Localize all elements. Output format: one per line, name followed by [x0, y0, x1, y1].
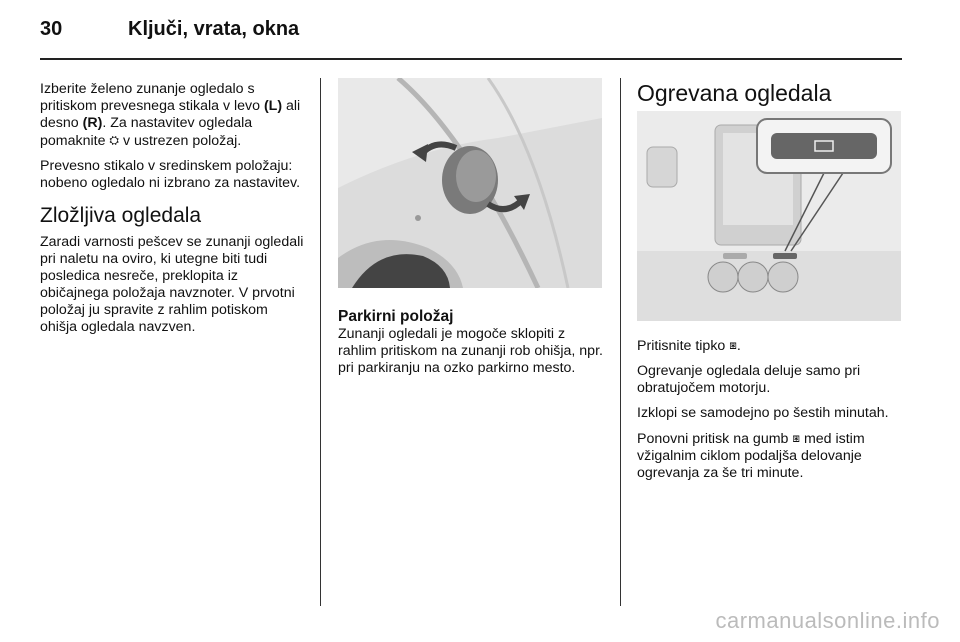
page-number: 30	[40, 18, 63, 40]
heated-mirror-icon: ⧆	[792, 431, 800, 445]
heading-heated-mirrors: Ogrevana ogledala	[637, 80, 832, 106]
watermark: carmanualsonline.info	[715, 608, 940, 633]
paragraph-auto-off: Izklopi se samodejno po šestih minutah.	[637, 405, 889, 421]
mirror-adjust-icon: ⛭	[109, 133, 120, 147]
column-divider-2	[620, 78, 621, 606]
mirror-folding-illustration	[338, 78, 602, 288]
paragraph-mirror-select: Izberite želeno zunanje ogledalo s pritiskom prevesnega stikala v levo (L) ali desno (R). Za nastavitev ogledala pomaknite ⛭ v ustrezen položaj.	[40, 81, 301, 149]
header-rule	[40, 58, 902, 60]
heading-parking-position: Parkirni položaj	[338, 308, 454, 325]
column-1	[40, 81, 306, 344]
column-divider-1	[320, 78, 321, 606]
column-3	[637, 79, 905, 519]
heated-mirror-icon: ⧆	[729, 338, 737, 352]
page-title: Ključi, vrata, okna	[128, 18, 300, 40]
paragraph-engine-running: Ogrevanje ogledala deluje samo pri obratujočem motorju.	[637, 363, 861, 396]
paragraph-folding: Zaradi varnosti pešcev se zunanji ogledali pri naletu na oviro, ki utegne biti tudi posledica nesreče, preklopita iz običajnega položaja navznoter. V prvotni položaj ju spravite z rahlim potiskom ohišja ogledala navzven.	[40, 234, 304, 335]
paragraph-center-position: Prevesno stikalo v sredinskem položaju: nobeno ogledalo ni izbrano za nastavitev.	[40, 158, 301, 191]
heading-folding-mirrors: Zložljiva ogledala	[40, 204, 202, 227]
paragraph-extend: Ponovni pritisk na gumb ⧆ med istim vžigalnim ciklom podaljša delovanje ogrevanja za še tri minute.	[637, 431, 865, 481]
heated-mirror-text	[637, 337, 905, 490]
column-2	[338, 308, 606, 385]
paragraph-parking: Zunanji ogledali je mogoče sklopiti z rahlim pritiskom na zunanji rob ohišja, npr. pri parkiranju na ozko parkirno mesto.	[338, 326, 603, 376]
paragraph-press-button: Pritisnite tipko ⧆.	[637, 338, 741, 354]
dashboard-button-illustration	[637, 111, 901, 321]
